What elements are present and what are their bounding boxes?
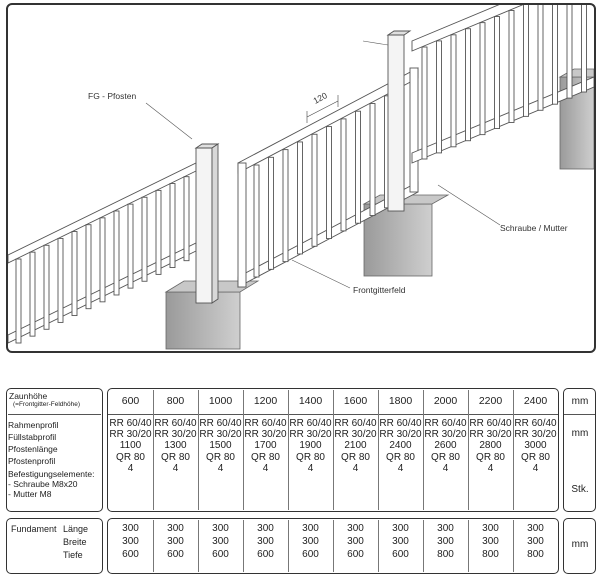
col-bar-profile: RR 30/20 [469, 429, 512, 441]
picket-bar [30, 252, 35, 336]
post-middle [388, 31, 410, 211]
spec-column [153, 391, 198, 474]
column-separator [198, 390, 199, 510]
col-quantity: 4 [217, 462, 224, 474]
col-post-profile: QR 80 [296, 451, 325, 463]
foundation-depth: 600 [167, 549, 184, 560]
foundation-column [378, 522, 423, 561]
col-height: 2000 [433, 395, 458, 407]
fence-illustration [8, 5, 594, 351]
foundation-depth: 600 [392, 549, 409, 560]
callout-front-panel: Frontgitterfeld [353, 285, 406, 295]
col-bar-profile: RR 30/20 [289, 429, 332, 441]
picket-bar [524, 5, 529, 116]
foundation-width: 300 [167, 536, 184, 547]
picket-bar [254, 165, 259, 277]
foundation-column [468, 522, 513, 561]
col-frame-profile: RR 60/40 [424, 418, 467, 429]
col-post-profile: QR 80 [386, 451, 415, 463]
row-label-post-length: Pfostenlänge [8, 444, 58, 454]
picket-bar [495, 17, 500, 129]
foundation-length: 300 [167, 523, 184, 534]
foundation-width: 300 [392, 536, 409, 547]
col-post-length: 2400 [389, 440, 412, 452]
picket-bar [128, 204, 133, 288]
col-post-length: 3000 [524, 440, 547, 452]
row-label-nut: - Mutter M8 [8, 489, 52, 499]
foundation-length: 300 [347, 523, 364, 534]
col-frame-profile: RR 60/40 [334, 418, 377, 429]
foundation-depth: 600 [257, 549, 274, 560]
col-post-profile: QR 80 [476, 451, 505, 463]
foundation-title: Fundament [11, 524, 57, 534]
col-quantity: 4 [127, 462, 134, 474]
unit-divider [564, 414, 595, 415]
col-frame-profile: RR 60/40 [109, 418, 152, 429]
picket-bar [170, 184, 175, 268]
col-bar-profile: RR 30/20 [199, 429, 242, 441]
foundation-column [198, 522, 243, 561]
picket-bar [100, 218, 105, 302]
foundation-width: 300 [347, 536, 364, 547]
col-post-profile: QR 80 [341, 451, 370, 463]
col-post-length: 1500 [209, 440, 232, 452]
spec-column [468, 391, 513, 474]
col-quantity: 4 [532, 462, 539, 474]
col-post-profile: QR 80 [161, 451, 190, 463]
col-post-length: 1300 [164, 440, 187, 452]
picket-bar [184, 177, 189, 261]
picket-bar [553, 5, 558, 104]
foundation-length-label: Länge [63, 524, 89, 534]
picket-bar [422, 47, 427, 159]
col-height: 1400 [298, 395, 323, 407]
foundation-width: 300 [437, 536, 454, 547]
col-post-profile: QR 80 [251, 451, 280, 463]
foundation-column [108, 522, 153, 561]
picket-bar [156, 190, 161, 274]
foundation-column [513, 522, 558, 561]
col-bar-profile: RR 30/20 [244, 429, 287, 441]
row-label-bar-profile: Füllstabprofil [8, 432, 57, 442]
column-separator [468, 390, 469, 510]
foundation-width: 300 [302, 536, 319, 547]
spec-column [513, 391, 558, 474]
header-fence-height: Zaunhöhe [9, 391, 48, 401]
col-quantity: 4 [487, 462, 494, 474]
col-frame-profile: RR 60/40 [469, 418, 512, 429]
foundation-length: 300 [437, 523, 454, 534]
unit-profile: mm [571, 428, 589, 439]
picket-bar [480, 23, 485, 135]
foundation-depth: 600 [122, 549, 139, 560]
callout-post: FG - Pfosten [88, 91, 137, 101]
row-label-frame-profile: Rahmenprofil [8, 420, 59, 430]
col-bar-profile: RR 30/20 [514, 429, 557, 441]
picket-bar [86, 225, 91, 309]
callout-screw-nut: Schraube / Mutter [500, 223, 568, 233]
foundation-length: 300 [527, 523, 544, 534]
col-height: 2200 [478, 395, 503, 407]
foundation-depth: 600 [302, 549, 319, 560]
col-quantity: 4 [172, 462, 179, 474]
col-quantity: 4 [307, 462, 314, 474]
foundation-length: 300 [302, 523, 319, 534]
unit-height: mm [571, 396, 589, 407]
foundation-depth: 600 [347, 549, 364, 560]
picket-bar [114, 211, 119, 295]
col-post-length: 1100 [119, 440, 142, 452]
foundation-depth: 600 [212, 549, 229, 560]
picket-bar [269, 157, 274, 269]
column-separator [153, 390, 154, 510]
col-bar-profile: RR 30/20 [379, 429, 422, 441]
col-frame-profile: RR 60/40 [379, 418, 422, 429]
col-bar-profile: RR 30/20 [334, 429, 377, 441]
col-quantity: 4 [397, 462, 404, 474]
foundation-column [423, 522, 468, 561]
picket-bar [451, 35, 456, 147]
col-post-profile: QR 80 [116, 451, 145, 463]
col-post-profile: QR 80 [431, 451, 460, 463]
col-height: 2400 [523, 395, 548, 407]
picket-bar [567, 5, 572, 98]
spec-column [198, 391, 243, 474]
col-frame-profile: RR 60/40 [289, 418, 332, 429]
picket-bar [582, 5, 587, 92]
fence-drawing-panel [6, 3, 596, 353]
col-bar-profile: RR 30/20 [424, 429, 467, 441]
col-quantity: 4 [352, 462, 359, 474]
column-separator [378, 390, 379, 510]
picket-bar [509, 10, 514, 122]
foundation-length: 300 [482, 523, 499, 534]
picket-bar [283, 150, 288, 262]
column-separator [243, 390, 244, 510]
foundation-length: 300 [257, 523, 274, 534]
foundation-length: 300 [392, 523, 409, 534]
foundation-depth: 800 [527, 549, 544, 560]
col-frame-profile: RR 60/40 [514, 418, 557, 429]
picket-bar [16, 259, 21, 343]
col-height: 1800 [388, 395, 413, 407]
col-post-length: 1700 [254, 440, 277, 452]
picket-bar [327, 127, 332, 239]
row-label-screw: - Schraube M8x20 [8, 479, 78, 489]
col-frame-profile: RR 60/40 [244, 418, 287, 429]
spec-column [108, 391, 153, 474]
picket-bar [437, 41, 442, 153]
picket-bar [341, 119, 346, 231]
foundation-width: 300 [212, 536, 229, 547]
picket-bar [370, 104, 375, 216]
col-height: 1000 [208, 395, 233, 407]
col-height: 1600 [343, 395, 368, 407]
col-quantity: 4 [442, 462, 449, 474]
foundation-column [153, 522, 198, 561]
picket-bar [312, 134, 317, 246]
unit-foundation: mm [571, 539, 589, 550]
foundation-length: 300 [122, 523, 139, 534]
picket-bar [466, 29, 471, 141]
picket-bar [58, 238, 63, 322]
col-post-length: 1900 [299, 440, 322, 452]
foundation-width: 300 [482, 536, 499, 547]
col-post-profile: QR 80 [521, 451, 550, 463]
col-post-length: 2800 [479, 440, 502, 452]
col-quantity: 4 [262, 462, 269, 474]
col-post-length: 2100 [344, 440, 367, 452]
spec-column [288, 391, 333, 474]
picket-bar [142, 197, 147, 281]
foundation-depth: 800 [437, 549, 454, 560]
column-separator [513, 390, 514, 510]
foundation-column [243, 522, 288, 561]
column-separator [333, 390, 334, 510]
picket-bar [356, 111, 361, 223]
picket-bar [538, 5, 543, 110]
header-fence-height-note: (=Frontgitter-Feldhöhe) [13, 401, 81, 408]
foundation-width-label: Breite [63, 537, 87, 547]
col-height: 800 [166, 395, 185, 407]
foundation-depth-label: Tiefe [63, 550, 83, 560]
post-left [196, 144, 218, 303]
callout-dimension: 120 [311, 90, 329, 106]
col-post-profile: QR 80 [206, 451, 235, 463]
spec-column [333, 391, 378, 474]
col-post-length: 2600 [434, 440, 457, 452]
picket-bar [298, 142, 303, 254]
col-bar-profile: RR 30/20 [154, 429, 197, 441]
foundation-width: 300 [527, 536, 544, 547]
foundation-length: 300 [212, 523, 229, 534]
spec-column [423, 391, 468, 474]
spec-column [378, 391, 423, 474]
row-label-fasteners: Befestigungselemente: [8, 469, 95, 479]
foundation-column [288, 522, 333, 561]
foundation-depth: 800 [482, 549, 499, 560]
foundation-width: 300 [257, 536, 274, 547]
col-frame-profile: RR 60/40 [154, 418, 197, 429]
col-bar-profile: RR 30/20 [109, 429, 152, 441]
column-separator [288, 390, 289, 510]
unit-quantity: Stk. [571, 484, 589, 495]
col-frame-profile: RR 60/40 [199, 418, 242, 429]
picket-bar [72, 232, 77, 316]
foundation-column [333, 522, 378, 561]
label-divider [8, 414, 101, 415]
foundation-width: 300 [122, 536, 139, 547]
row-label-post-profile: Pfostenprofil [8, 456, 56, 466]
col-height: 600 [121, 395, 140, 407]
col-height: 1200 [253, 395, 278, 407]
column-separator [423, 390, 424, 510]
picket-bar [44, 245, 49, 329]
spec-column [243, 391, 288, 474]
